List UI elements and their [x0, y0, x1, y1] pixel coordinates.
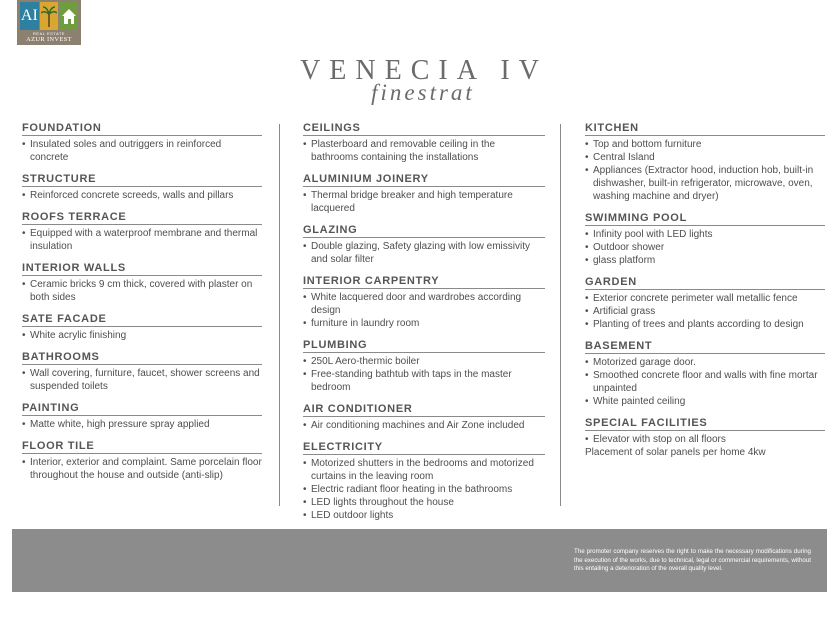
- spec-section: [303, 224, 545, 266]
- spec-section: [585, 212, 825, 267]
- logo-palm-icon: [40, 2, 59, 30]
- section-list: [303, 355, 545, 394]
- page-subtitle: finestrat: [371, 80, 475, 105]
- list-item: • Double glazing, Safety glazing with low emissivity and solar filter: [303, 240, 545, 266]
- list-item: • Interior, exterior and complaint. Same porcelain floor throughout the house and outside (anti-slip): [22, 456, 262, 482]
- spec-column-2: [303, 122, 545, 531]
- list-item: • Outdoor shower: [585, 241, 825, 254]
- list-item: • Motorized shutters in the bedrooms and motorized curtains in the leaving room: [303, 457, 545, 483]
- list-item: • White lacquered door and wardrobes according design: [303, 291, 545, 317]
- list-item: • Smoothed concrete floor and walls with fine mortar unpainted: [585, 369, 825, 395]
- section-title: AIR CONDITIONER: [303, 403, 545, 417]
- section-list: [22, 329, 262, 342]
- list-item: • Infinity pool with LED lights: [585, 228, 825, 241]
- section-title: KITCHEN: [585, 122, 825, 136]
- section-list: [585, 292, 825, 331]
- company-logo: [17, 0, 81, 45]
- list-item: • Equipped with a waterproof membrane and thermal insulation: [22, 227, 262, 253]
- list-item: • Free-standing bathtub with taps in the master bedroom: [303, 368, 545, 394]
- section-list: [303, 419, 545, 432]
- spec-section: [22, 402, 262, 431]
- section-list: [303, 291, 545, 330]
- section-title: FLOOR TILE: [22, 440, 262, 454]
- section-list: [22, 138, 262, 164]
- list-item: • Plasterboard and removable ceiling in the bathrooms containing the installations: [303, 138, 545, 164]
- list-item: Placement of solar panels per home 4kw: [585, 447, 766, 458]
- list-item: • Matte white, high pressure spray applied: [22, 418, 262, 431]
- section-list: [22, 418, 262, 431]
- list-item: • White acrylic finishing: [22, 329, 262, 342]
- footer-banner: [12, 529, 827, 592]
- spec-section: [303, 339, 545, 394]
- list-item: • Central Island: [585, 151, 825, 164]
- column-divider: [279, 124, 280, 506]
- section-title: SWIMMING POOL: [585, 212, 825, 226]
- spec-section: [22, 122, 262, 164]
- spec-section: [303, 441, 545, 522]
- spec-section: [22, 440, 262, 482]
- spec-section: [303, 275, 545, 330]
- section-title: INTERIOR CARPENTRY: [303, 275, 545, 289]
- section-title: PLUMBING: [303, 339, 545, 353]
- section-list: [303, 457, 545, 522]
- section-list: [585, 138, 825, 203]
- list-item: • Artificial grass: [585, 305, 825, 318]
- spec-column-1: [22, 122, 262, 491]
- spec-column-3: [585, 122, 825, 468]
- spec-section: [22, 262, 262, 304]
- spec-section: [303, 173, 545, 215]
- section-list: [303, 138, 545, 164]
- section-title: PAINTING: [22, 402, 262, 416]
- list-item: • LED outdoor lights: [303, 509, 545, 522]
- section-title: STRUCTURE: [22, 173, 262, 187]
- section-list: [22, 227, 262, 253]
- section-title: BASEMENT: [585, 340, 825, 354]
- list-item: • Air conditioning machines and Air Zone included: [303, 419, 545, 432]
- section-list: [585, 356, 825, 408]
- section-list: [22, 278, 262, 304]
- section-title: CEILINGS: [303, 122, 545, 136]
- list-item: • White painted ceiling: [585, 395, 825, 408]
- list-item: • Elevator with stop on all floors: [585, 433, 825, 446]
- section-title: INTERIOR WALLS: [22, 262, 262, 276]
- section-list: [585, 228, 825, 267]
- list-item: • LED lights throughout the house: [303, 496, 545, 509]
- spec-section: [585, 122, 825, 203]
- section-title: BATHROOMS: [22, 351, 262, 365]
- section-list: [22, 456, 262, 482]
- spec-section: [585, 417, 825, 459]
- section-title: ELECTRICITY: [303, 441, 545, 455]
- section-title: ALUMINIUM JOINERY: [303, 173, 545, 187]
- list-item: • furniture in laundry room: [303, 317, 545, 330]
- list-item: • Wall covering, furniture, faucet, shower screens and suspended toilets: [22, 367, 262, 393]
- logo-subtitle: REAL ESTATE: [33, 31, 65, 36]
- list-item: • Appliances (Extractor hood, induction hob, built-in dishwasher, built-in refrigerator, microwave, oven, washing machine and dryer): [585, 164, 825, 203]
- section-title: SATE FACADE: [22, 313, 262, 327]
- footer-disclaimer: The promoter company reserves the right to make the necessary modifications during the execution of the works, due to technical, legal or commercial requirements, without this entailing a deterioration of the overall quality level.: [574, 548, 811, 573]
- section-title: SPECIAL FACILITIES: [585, 417, 825, 431]
- list-item: • Planting of trees and plants according to design: [585, 318, 825, 331]
- list-item: • Top and bottom furniture: [585, 138, 825, 151]
- section-list: [303, 240, 545, 266]
- spec-section: [303, 122, 545, 164]
- list-item: • Motorized garage door.: [585, 356, 825, 369]
- list-item: • Ceramic bricks 9 cm thick, covered with plaster on both sides: [22, 278, 262, 304]
- section-list: [22, 189, 262, 202]
- spec-section: [22, 211, 262, 253]
- list-item: • Electric radiant floor heating in the bathrooms: [303, 483, 545, 496]
- list-item: • 250L Aero-thermic boiler: [303, 355, 545, 368]
- list-item: • glass platform: [585, 254, 825, 267]
- section-list: [22, 367, 262, 393]
- section-title: GLAZING: [303, 224, 545, 238]
- list-item: • Exterior concrete perimeter wall metallic fence: [585, 292, 825, 305]
- spec-section: [22, 173, 262, 202]
- column-divider: [560, 124, 561, 506]
- section-title: GARDEN: [585, 276, 825, 290]
- list-item: • Reinforced concrete screeds, walls and pillars: [22, 189, 262, 202]
- list-item: • Insulated soles and outriggers in reinforced concrete: [22, 138, 262, 164]
- page-title: VENECIA IV: [300, 55, 548, 86]
- logo-initials: AI: [20, 2, 39, 30]
- logo-house-icon: [59, 2, 78, 30]
- spec-section: [585, 276, 825, 331]
- section-list: [585, 433, 825, 459]
- list-item: • Thermal bridge breaker and high temperature lacquered: [303, 189, 545, 215]
- spec-section: [303, 403, 545, 432]
- logo-brand: AZUR INVEST: [26, 36, 72, 43]
- spec-section: [585, 340, 825, 408]
- spec-section: [22, 351, 262, 393]
- spec-section: [22, 313, 262, 342]
- section-title: FOUNDATION: [22, 122, 262, 136]
- section-title: ROOFS TERRACE: [22, 211, 262, 225]
- section-list: [303, 189, 545, 215]
- logo-tiles: [20, 2, 78, 30]
